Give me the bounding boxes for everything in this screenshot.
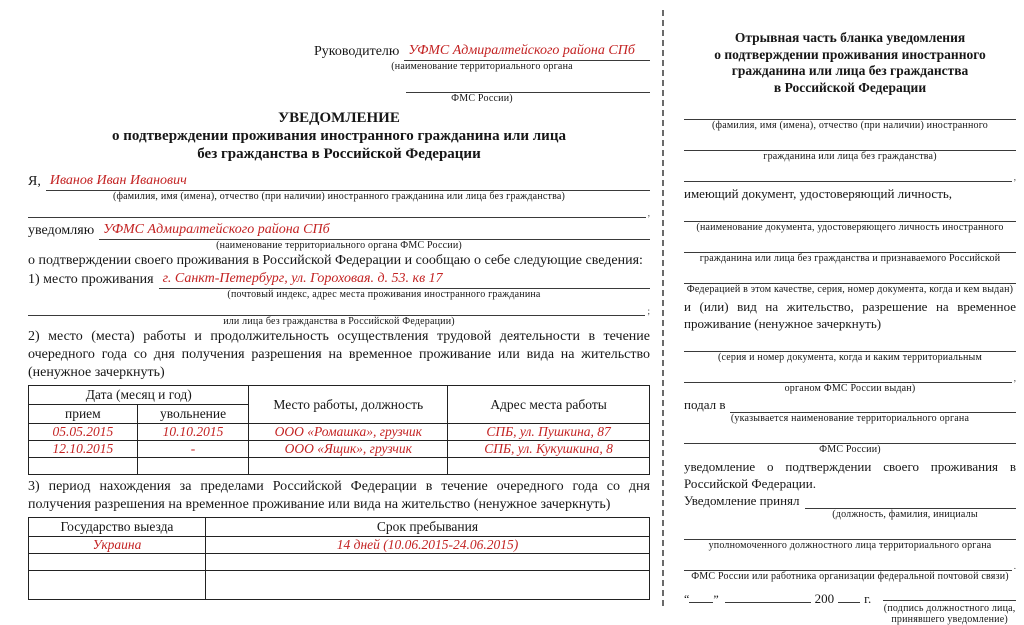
- addressee-field[interactable]: [404, 42, 650, 61]
- year-field[interactable]: [838, 590, 860, 603]
- work-cell-fire[interactable]: [137, 458, 249, 475]
- fill-line: [684, 106, 1016, 120]
- document-blank-line[interactable]: [684, 270, 1016, 284]
- fill-line: [684, 526, 1016, 540]
- detachable-title-line-4: в Российской Федерации: [773, 79, 927, 95]
- detachable-title-line-3: гражданина или лица без гражданства: [731, 63, 969, 78]
- notify-caption: (наименование территориального органа ФМС России): [216, 240, 462, 251]
- year-century: 200: [814, 591, 835, 606]
- travel-cell-period[interactable]: [205, 554, 649, 571]
- residence-continuation-line[interactable]: [28, 303, 650, 316]
- date-part: [684, 588, 871, 608]
- main-form: [28, 42, 650, 600]
- title-line-3: без гражданства в Российской Федерации: [197, 146, 481, 162]
- notification-statement-text: уведомление о подтверждении своего проживания в Российской Федерации.: [684, 459, 1016, 491]
- addressee-value: УФМС Адмиралтейского района СПб: [408, 43, 635, 58]
- detachable-title-line-1: Отрывная часть бланка уведомления: [734, 30, 966, 45]
- fio-caption-2: гражданина или лица без гражданства): [763, 151, 937, 162]
- work-table-row: [29, 441, 650, 458]
- cut-line: [662, 10, 664, 606]
- accepted-by-label: Уведомление принял: [684, 493, 800, 508]
- accepted-by-caption-3: ФМС России или работника организации федеральной почтовой связи): [691, 571, 1009, 582]
- declarant-row: [28, 172, 650, 191]
- fill-line: [684, 430, 1016, 444]
- work-header-place: Место работы, должность: [249, 386, 448, 424]
- series-caption-2: органом ФМС России выдан): [784, 383, 916, 394]
- notify-row: [28, 221, 650, 240]
- work-cell-place[interactable]: ООО «Ромашка», грузчик: [249, 424, 448, 441]
- travel-cell-country[interactable]: Украина: [29, 537, 206, 554]
- fill-line: [28, 205, 646, 218]
- fio-blank-line[interactable]: [684, 106, 1016, 120]
- submitted-to-blank-line[interactable]: [684, 430, 1016, 444]
- submitted-to-label: подал в: [684, 397, 726, 412]
- signature-part: [883, 588, 1016, 625]
- submitted-to-caption-1: (указывается наименование территориального органа: [730, 413, 970, 424]
- work-cell-address[interactable]: СПБ, ул. Кукушкина, 8: [448, 441, 650, 458]
- fill-line: [684, 208, 1016, 222]
- fill-line: [28, 303, 645, 316]
- travel-cell-period[interactable]: [205, 571, 649, 600]
- title-line-2: о подтверждении проживания иностранного гражданина или лица: [112, 128, 566, 144]
- residence-caption-2: или лица без гражданства в Российской Федерации): [223, 316, 455, 327]
- residence-row: [28, 270, 650, 289]
- document-caption-2: гражданина или лица без гражданства и признаваемого Российской: [699, 253, 1001, 264]
- signature-caption-1: (подпись должностного лица,: [883, 603, 1016, 614]
- document-blank-line[interactable]: [684, 208, 1016, 222]
- submitted-to-row: [684, 396, 1016, 413]
- submitted-to-caption-2: ФМС России): [819, 444, 881, 455]
- work-table-row: [29, 424, 650, 441]
- continuation-mark: ,: [1013, 172, 1016, 182]
- detachable-title-line-2: о подтверждении проживания иностранного: [714, 46, 986, 62]
- fill-line: [684, 168, 1012, 182]
- accepted-by-blank-line[interactable]: [684, 526, 1016, 540]
- work-header-fire: увольнение: [137, 405, 249, 424]
- document-blank-line[interactable]: [684, 239, 1016, 253]
- fill-line: [406, 81, 650, 93]
- declarant-name-value: Иванов Иван Иванович: [49, 173, 187, 188]
- work-header-address: Адрес места работы: [448, 386, 650, 424]
- work-header-date: Дата (месяц и год): [29, 386, 249, 405]
- addressee-caption-1: (наименование территориального органа: [391, 61, 573, 72]
- notify-authority-value: УФМС Адмиралтейского района СПб: [103, 222, 330, 237]
- accepted-by-continuation-line[interactable]: [684, 557, 1016, 571]
- travel-cell-country[interactable]: [29, 571, 206, 600]
- work-table-row: [29, 458, 650, 475]
- series-blank-line[interactable]: [684, 338, 1016, 352]
- travel-section-paragraph: 3) период нахождения за пределами Российской Федерации в течение очередного года со дня получения разрешения на временное проживание или вида на жительство (ненужное зачеркнуть): [28, 479, 650, 512]
- declarant-caption: (фамилия, имя (имена), отчество (при наличии) иностранного гражданина или лица без гражданства): [112, 191, 566, 202]
- continuation-mark: .: [1013, 561, 1016, 571]
- travel-cell-country[interactable]: [29, 554, 206, 571]
- detachable-title: [684, 30, 1016, 96]
- day-field[interactable]: [689, 590, 713, 603]
- close-quote: ”: [713, 592, 719, 606]
- accepted-by-field[interactable]: [805, 493, 1016, 509]
- signature-caption-2: принявшего уведомление): [891, 614, 1008, 625]
- addressee-blank-line[interactable]: [406, 81, 650, 93]
- fio-blank-line[interactable]: [684, 137, 1016, 151]
- travel-table-row: [29, 571, 650, 600]
- travel-table-header-row: [29, 518, 650, 537]
- accepted-by-row: [684, 492, 1016, 509]
- work-cell-hire[interactable]: [29, 458, 138, 475]
- work-cell-place[interactable]: ООО «Ящик», грузчик: [249, 441, 448, 458]
- residence-permit-text: и (или) вид на жительство, разрешение на временное проживание (ненужное зачеркнуть): [684, 299, 1016, 331]
- notify-authority-field[interactable]: [99, 221, 650, 240]
- date-signature-row: [684, 588, 1016, 625]
- submitted-to-field[interactable]: [730, 397, 1016, 413]
- work-cell-hire[interactable]: 05.05.2015: [29, 424, 138, 441]
- work-cell-address[interactable]: [448, 458, 650, 475]
- series-caption-1: (серия и номер документа, когда и каким территориальным: [717, 352, 983, 363]
- fio-caption-1: (фамилия, имя (имена), отчество (при наличии) иностранного: [712, 120, 988, 131]
- document-title: [28, 109, 650, 163]
- addressee-row: [314, 42, 650, 61]
- fill-line: [684, 239, 1016, 253]
- continuation-mark: ,: [1013, 373, 1016, 383]
- travel-cell-period[interactable]: 14 дней (10.06.2015-24.06.2015): [205, 537, 649, 554]
- document-caption-1: (наименование документа, удостоверяющего личность иностранного: [696, 222, 1004, 233]
- travel-table-row: [29, 554, 650, 571]
- work-section-paragraph: 2) место (места) работы и продолжительность осуществления трудовой деятельности в течение очередного года со дня получения разрешения на временное проживание или вида на жительство (ненужное зачеркнуть): [28, 329, 650, 380]
- travel-header-country: Государство выезда: [29, 518, 206, 537]
- detachable-part: [684, 30, 1016, 625]
- fill-line: [684, 557, 1012, 571]
- addressee-caption-2: ФМС России): [451, 93, 513, 104]
- work-cell-fire[interactable]: -: [137, 441, 249, 458]
- series-continuation-line[interactable]: [684, 369, 1016, 383]
- addressee-block: [314, 42, 650, 104]
- declarant-name-field[interactable]: [46, 172, 650, 191]
- continuation-mark: ;: [647, 306, 650, 316]
- title-line-1: УВЕДОМЛЕНИЕ: [278, 110, 400, 126]
- work-header-hire: прием: [29, 405, 138, 424]
- month-field[interactable]: [725, 590, 811, 603]
- document-caption-3: Федерацией в этом качестве, серия, номер документа, когда и кем выдан): [686, 284, 1014, 295]
- residence-address-field[interactable]: [159, 270, 650, 289]
- work-table-header-row-1: [29, 386, 650, 405]
- residence-caption-1: (почтовый индекс, адрес места проживания иностранного гражданина: [227, 289, 541, 300]
- notify-label: уведомляю: [28, 223, 95, 238]
- year-suffix: г.: [864, 591, 872, 606]
- travel-table: [28, 517, 650, 600]
- fill-line: [684, 270, 1016, 284]
- declarant-continuation-line[interactable]: [28, 205, 650, 218]
- travel-table-row: [29, 537, 650, 554]
- open-quote: “: [684, 592, 690, 606]
- signature-field[interactable]: [883, 588, 1016, 601]
- declarant-label: Я,: [28, 174, 41, 189]
- residence-address-value: г. Санкт-Петербург, ул. Гороховая. д. 53. кв 17: [162, 271, 443, 286]
- identity-document-text: имеющий документ, удостоверяющий личность,: [684, 186, 953, 201]
- work-cell-address[interactable]: СПБ, ул. Пушкина, 87: [448, 424, 650, 441]
- travel-header-period: Срок пребывания: [205, 518, 649, 537]
- accepted-by-caption-1: (должность, фамилия, инициалы: [832, 509, 978, 520]
- fio-continuation-line[interactable]: [684, 168, 1016, 182]
- addressee-label: Руководителю: [314, 44, 400, 59]
- continuation-mark: ,: [647, 208, 650, 218]
- confirmation-paragraph: о подтверждении своего проживания в Российской Федерации и сообщаю о себе следующие сведения:: [28, 253, 643, 268]
- work-cell-fire[interactable]: 10.10.2015: [137, 424, 249, 441]
- residence-label: 1) место проживания: [28, 272, 154, 287]
- work-table: [28, 385, 650, 475]
- fill-line: [684, 338, 1016, 352]
- accepted-by-caption-2: уполномоченного должностного лица территориального органа: [708, 540, 992, 551]
- fill-line: [684, 369, 1012, 383]
- fill-line: [684, 137, 1016, 151]
- work-cell-place[interactable]: [249, 458, 448, 475]
- work-cell-hire[interactable]: 12.10.2015: [29, 441, 138, 458]
